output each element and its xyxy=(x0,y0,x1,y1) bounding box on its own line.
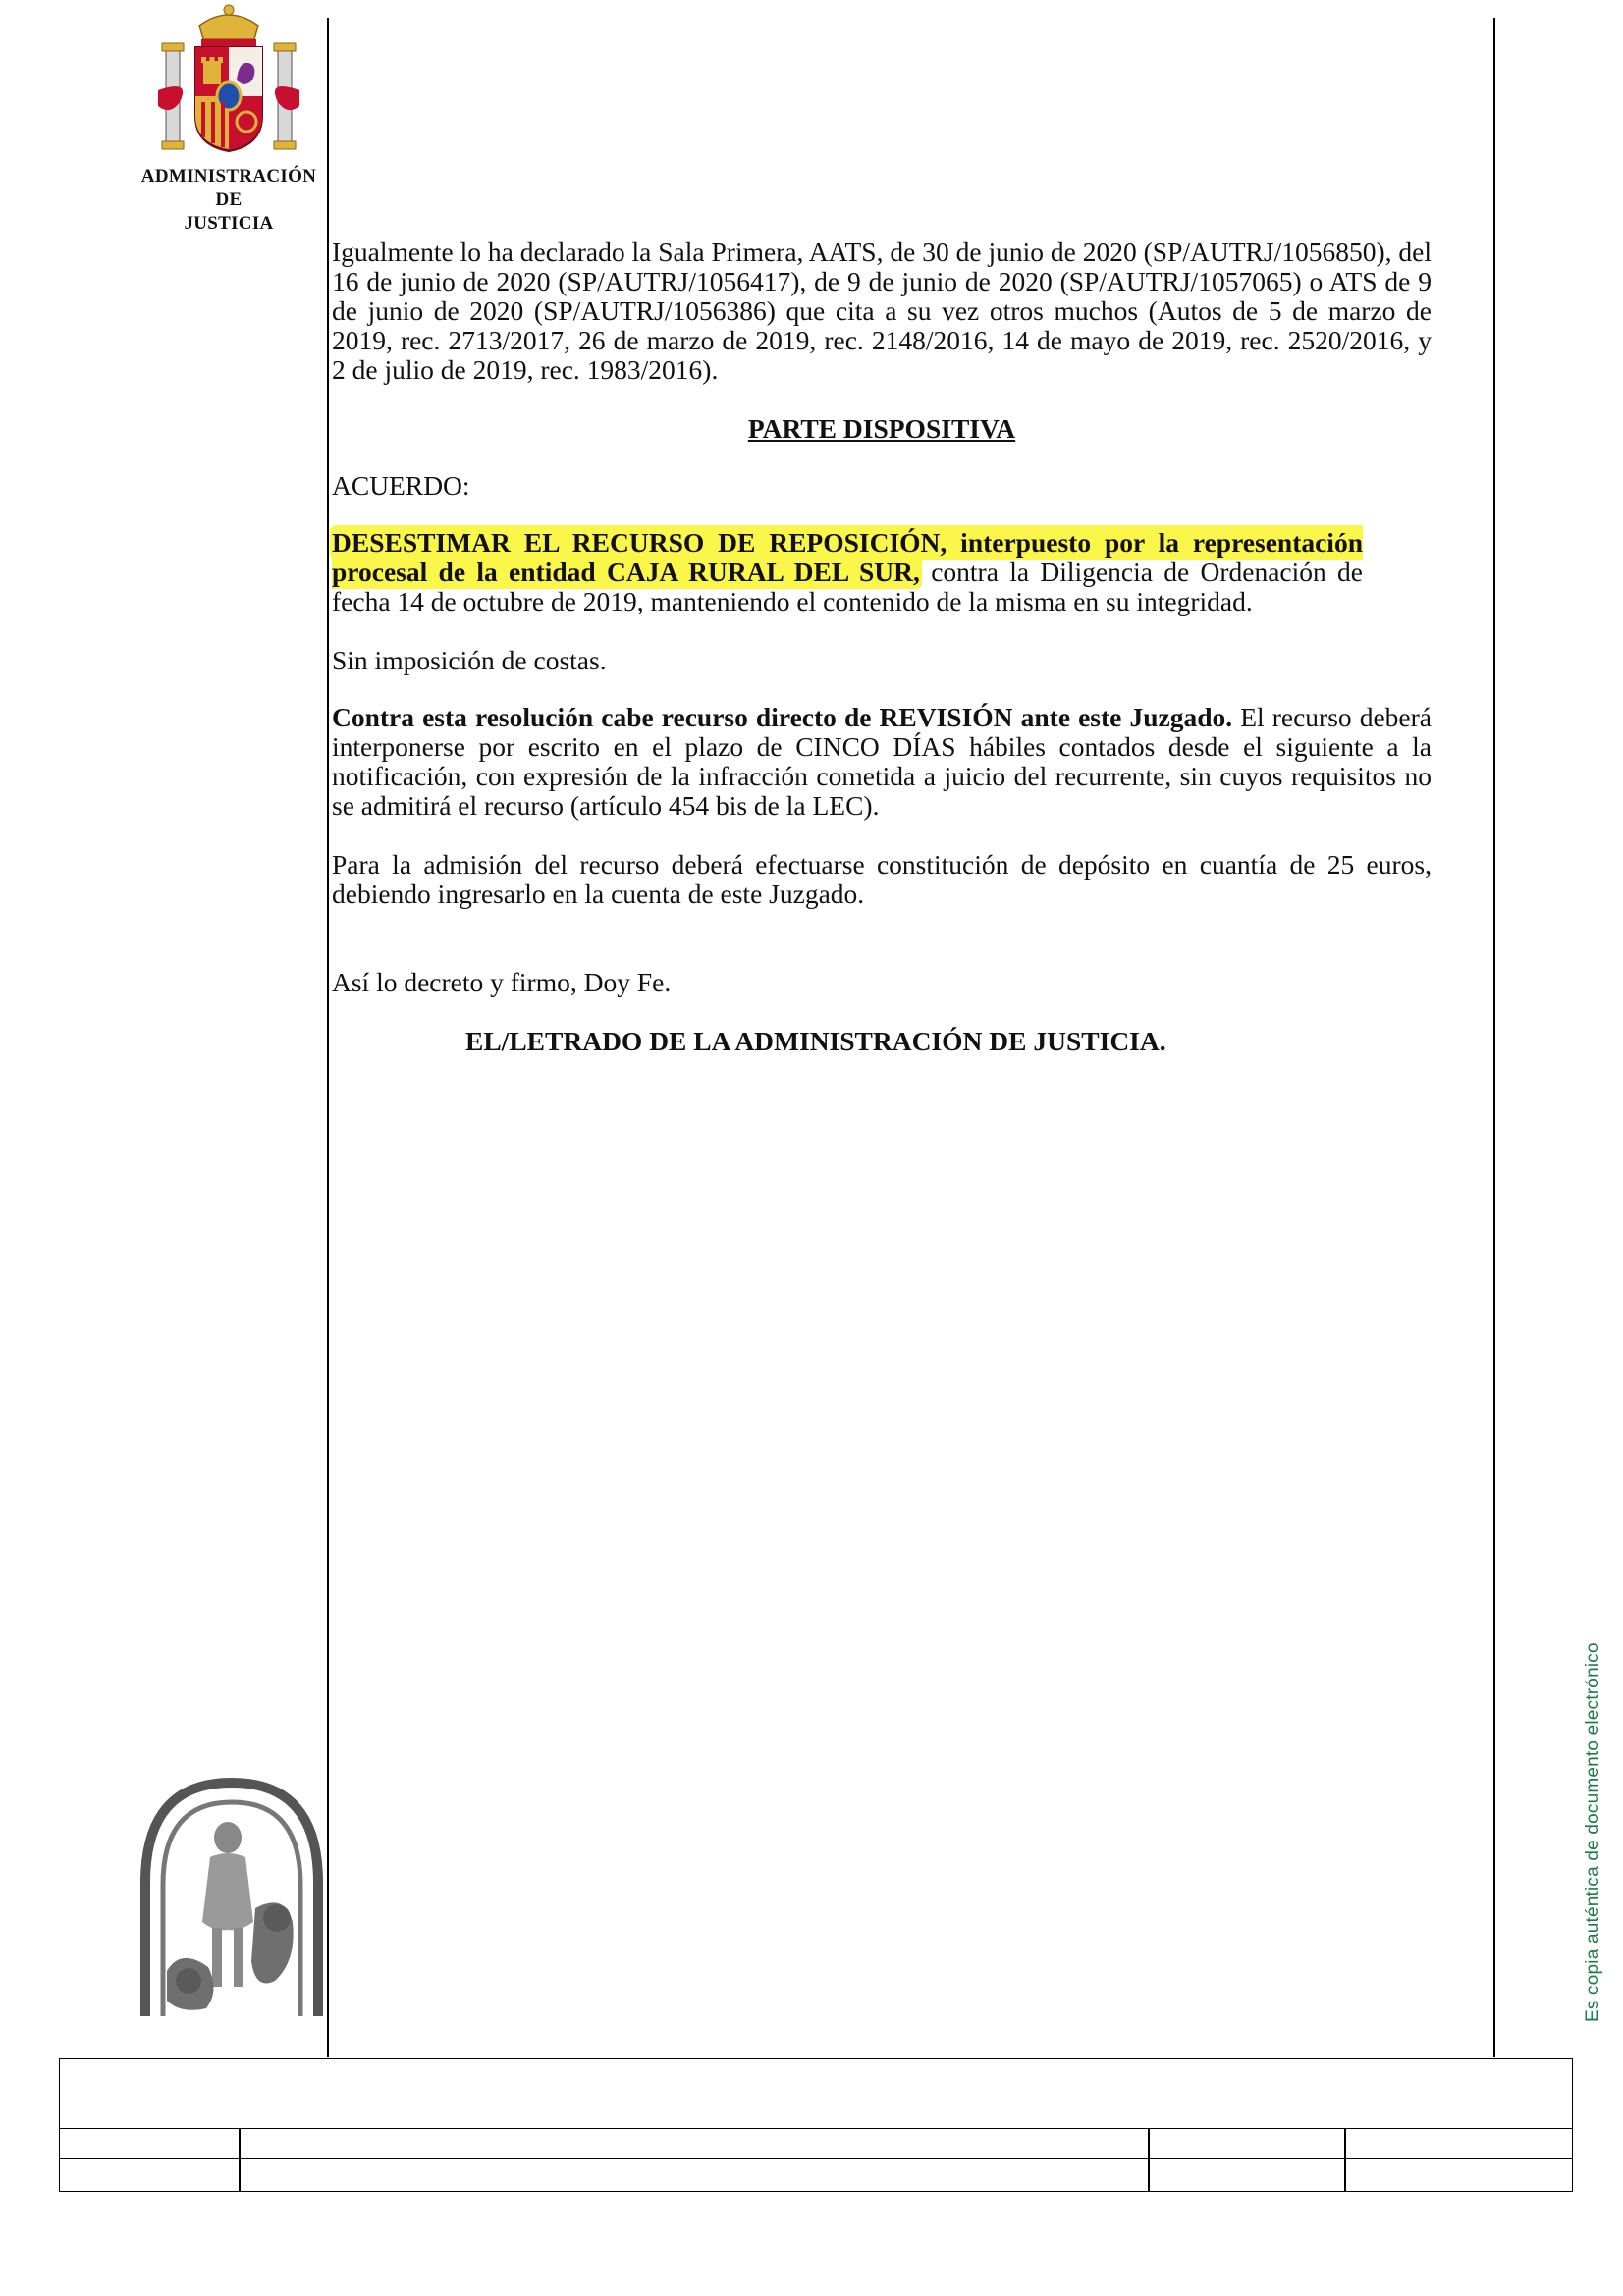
appeal-rest: El recurso deberá interponerse por escrito en el plazo de CINCO DÍAS hábiles contados desde el siguiente a la notificación, con expresión de la infracción cometida a juicio del recurrente, sin cuyos requisitos no se admitirá el recurso (artículo 454 bis de la LEC). xyxy=(332,702,1432,821)
section-title: PARTE DISPOSITIVA xyxy=(747,413,1016,444)
decision-rest: contra la Diligencia de Ordenación de fecha 14 de octubre de 2019, manteniendo el contenido de la misma en su integridad. xyxy=(332,557,1364,616)
intro-paragraph: Igualmente lo ha declarado la Sala Primera, AATS, de 30 de junio de 2020 (SP/AUTRJ/1056850), del 16 de junio de 2020 (SP/AUTRJ/1056417), de 9 de junio de 2020 (SP/AUTRJ/1057065) o ATS de 9 de junio de 2020 (SP/AUTRJ/1056386) que cita a su vez otros muchos (Autos de 5 de marzo de 2019, rec. 2713/2017, 26 de marzo de 2019, rec. 2148/2016, 14 de mayo de 2019, rec. 2520/2016, y 2 de julio de 2019, rec. 1983/2016). xyxy=(332,237,1432,385)
signoff-line: Así lo decreto y firmo, Doy Fe. xyxy=(332,967,672,997)
document-body xyxy=(332,238,1432,1056)
costs-paragraph: Sin imposición de costas. xyxy=(332,645,607,675)
decision-paragraph xyxy=(332,528,1363,616)
footer-table xyxy=(59,2058,1573,2192)
deposit-paragraph: Para la admisión del recurso deberá efectuarse constitución de depósito en cuantía de 25 euros, debiendo ingresarlo en la cuenta de este Juzgado. xyxy=(332,849,1432,909)
footer-col-divider-2 xyxy=(1148,2128,1150,2191)
frame-line-right xyxy=(1493,18,1495,2057)
footer-col-divider-3 xyxy=(1344,2128,1346,2191)
footer-col-divider-1 xyxy=(239,2128,241,2191)
appeal-paragraph xyxy=(332,703,1432,821)
signature-line: EL/LETRADO DE LA ADMINISTRACIÓN DE JUSTICIA. xyxy=(465,1026,1166,1056)
appeal-bold: Contra esta resolución cabe recurso directo de REVISIÓN ante este Juzgado. xyxy=(332,702,1233,732)
institution-name xyxy=(126,165,332,236)
institution-line-3: JUSTICIA xyxy=(184,213,274,234)
junta-de-andalucia-emblem-icon xyxy=(137,1775,326,2020)
authentic-copy-note: Es copia auténtica de documento electrónico xyxy=(1583,1642,1603,2022)
decision-highlight: DESESTIMAR EL RECURSO DE REPOSICIÓN, interpuesto por la representación procesal de la entidad CAJA RURAL DEL SUR, xyxy=(332,527,1363,587)
frame-line-left xyxy=(327,18,329,2057)
institution-line-2: DE xyxy=(215,189,243,210)
acuerdo-label: ACUERDO: xyxy=(332,470,470,501)
spanish-coat-of-arms-icon xyxy=(152,0,305,157)
institution-line-1: ADMINISTRACIÓN xyxy=(140,166,317,187)
